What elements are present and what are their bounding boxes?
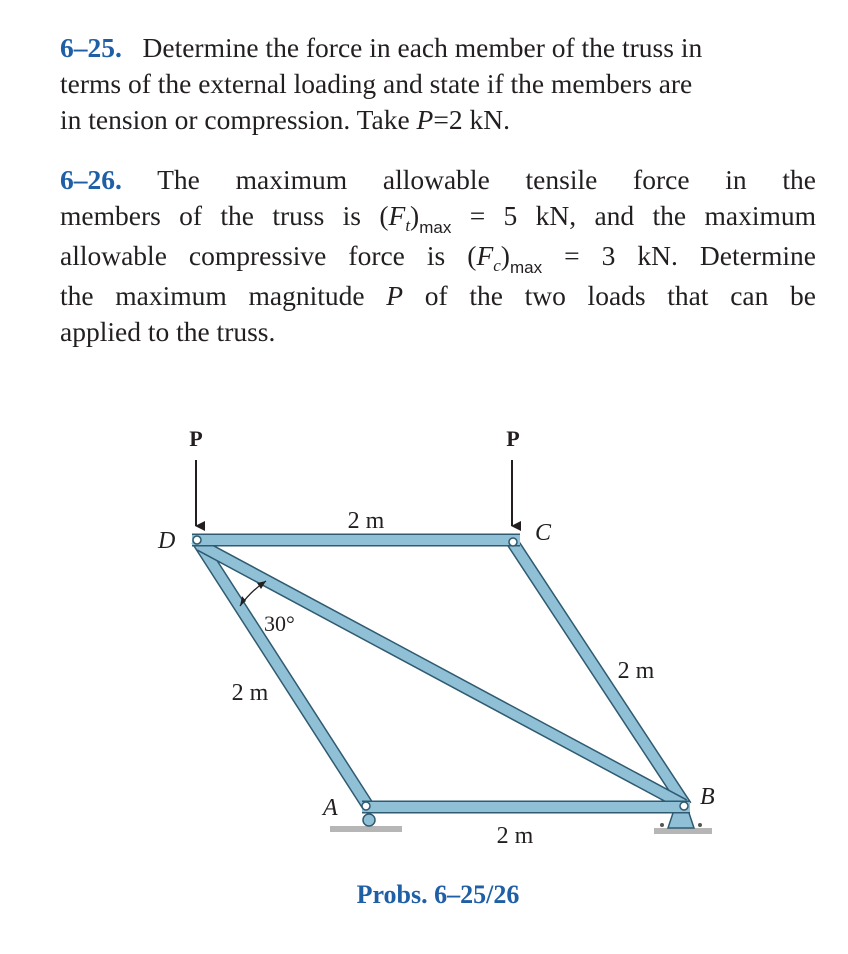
pin-support-a: [330, 814, 402, 832]
load-label-left: P: [189, 426, 203, 451]
problem-6-26-text-1: The maximum allowable tensile force in the: [157, 164, 816, 195]
truss-members: [192, 540, 690, 807]
problem-6-26-text-3b: = 3 kN. Determine: [542, 240, 816, 271]
problem-6-26-number: 6–26.: [60, 164, 122, 195]
ft-symbol: F: [388, 200, 406, 231]
problem-6-26-text-4a: the maximum magnitude: [60, 280, 387, 311]
figure-caption: Probs. 6–25/26: [356, 880, 520, 909]
node-label-d: D: [158, 528, 176, 554]
problem-6-26-text-2a: members of the truss is (: [60, 200, 389, 231]
problem-6-26-line-3: allowable compressive force is $(F_c)_{max} = 3$ kN. Determine: [60, 240, 816, 277]
problem-6-26-text-5: applied to the truss.: [60, 316, 276, 347]
ft-max: max: [419, 218, 452, 237]
pin-d: [193, 536, 201, 544]
member-ad: [197, 540, 368, 806]
node-label-b: B: [700, 784, 715, 810]
problem-6-25-text-3: in tension or compression. Take: [60, 104, 417, 135]
node-label-a: A: [323, 795, 338, 821]
fc-max: max: [509, 258, 543, 277]
problem-6-25-value: =2 kN.: [433, 104, 510, 135]
problem-6-26-text-2b: = 5 kN, and the maximum: [451, 200, 816, 231]
fc-symbol: F: [476, 240, 494, 271]
problem-6-26-text-4b: of the two loads that can be: [403, 280, 816, 311]
problem-6-26-text-3a: allowable compressive force is (: [60, 240, 477, 271]
problem-6-26-var-p: P: [386, 280, 404, 311]
angle-label: 30°: [264, 611, 295, 636]
dim-bottom: 2 m: [496, 823, 534, 849]
fc-subscript: c: [493, 256, 501, 275]
problem-6-25-number: 6–25.: [60, 32, 122, 63]
pin-c: [509, 538, 517, 546]
problem-6-25-text-1: Determine the force in each member of the truss in: [142, 32, 703, 63]
member-bd: [200, 545, 684, 805]
dim-top: 2 m: [347, 508, 385, 534]
node-label-c: C: [535, 520, 552, 546]
ft-subscript: t: [405, 216, 411, 235]
load-label-right: P: [506, 426, 520, 451]
problem-6-25-var-p: P: [416, 104, 434, 135]
angle-indicator: [240, 581, 266, 606]
pin-a: [362, 802, 370, 810]
dim-left: 2 m: [231, 680, 269, 706]
pin-b: [680, 802, 688, 810]
dim-right: 2 m: [617, 658, 655, 684]
problem-6-26-line-2: members of the truss is $(F_t)_{max} = 5$ kN, and the maximum: [60, 200, 816, 237]
problem-6-25-text-2: terms of the external loading and state if the members are: [60, 68, 693, 99]
